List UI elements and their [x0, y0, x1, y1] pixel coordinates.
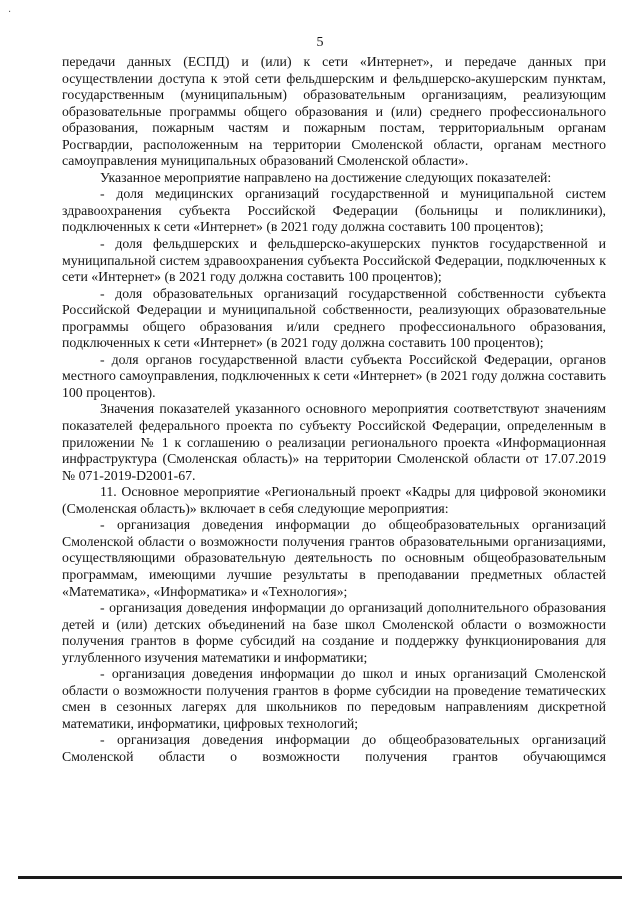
list-item: - организация доведения информации до общеобразовательных организаций Смоленской области о возможности получения грантов обучающимся [62, 732, 606, 764]
bottom-rule [18, 876, 622, 879]
list-item: - организация доведения информации до школ и иных организаций Смоленской области о возможности получения грантов в форме субсидии на проведение тематических смен в сезонных лагерях для школьников по передовым направлениям дискретной математики, информатики, цифровых технологий; [62, 666, 606, 731]
list-item: - доля медицинских организаций государственной и муниципальной систем здравоохранения субъекта Российской Федерации (больницы и поликлиники), подключенных к сети «Интернет» (в 2021 году должна составить 100 процентов); [62, 186, 606, 235]
document-body [62, 54, 606, 766]
list-item: - доля органов государственной власти субъекта Российской Федерации, органов местного самоуправления, подключенных к сети «Интернет» (в 2021 году должна составить 100 процентов). [62, 351, 606, 400]
page-number: 5 [316, 35, 324, 50]
paragraph: передачи данных (ЕСПД) и (или) к сети «Интернет», и передаче данных при осуществлении доступа к этой сети фельдшерским и фельдшерско-акушерским пунктам, государственным (муниципальным) образовательным организациям, реализующим образовательные программы общего образования и (или) среднего профессионального образования, пожарным частям и пожарным постам, территориальным органам Росгвардии, расположенным на территории Смоленской области, органам местного самоуправления муниципальных образований Смоленской области». [62, 54, 606, 169]
paragraph: Указанное мероприятие направлено на достижение следующих показателей: [100, 169, 552, 185]
list-item: - организация доведения информации до общеобразовательных организаций Смоленской области о возможности получения грантов образовательными организациями, осуществляющими образовательную деятельность по основным общеобразовательным программам, имеющими лучшие результаты в преподавании предметных областей «Математика», «Информатика» и «Технология»; [62, 517, 606, 599]
list-item: - доля фельдшерских и фельдшерско-акушерских пунктов государственной и муниципальной систем здравоохранения субъекта Российской Федерации, подключенных к сети «Интернет» (в 2021 году должна составить 100 процентов); [62, 236, 606, 285]
list-item: - организация доведения информации до организаций дополнительного образования детей и (или) детских объединений на базе школ Смоленской области о возможности получения грантов в форме субсидий на создание и поддержку функционирования для углубленного изучения математики и информатики; [62, 600, 606, 665]
corner-mark: · [8, 7, 12, 18]
paragraph: Значения показателей указанного основного мероприятия соответствуют значениям показателей федерального проекта по субъекту Российской Федерации, определенным в приложении № 1 к соглашению о реализации регионального проекта «Информационная инфраструктура (Смоленская область)» на территории Смоленской области от 17.07.2019 № 071-2019-D2001-67. [62, 401, 606, 483]
section-paragraph: 11. Основное мероприятие «Региональный проект «Кадры для цифровой экономики (Смоленская область)» включает в себя следующие мероприятия: [62, 484, 606, 516]
list-item: - доля образовательных организаций государственной собственности субъекта Российской Федерации и муниципальной собственности, реализующих образовательные программы общего образования и/или среднего профессионального образования, подключенных к сети «Интернет» (в 2021 году должна составить 100 процентов); [62, 285, 606, 351]
